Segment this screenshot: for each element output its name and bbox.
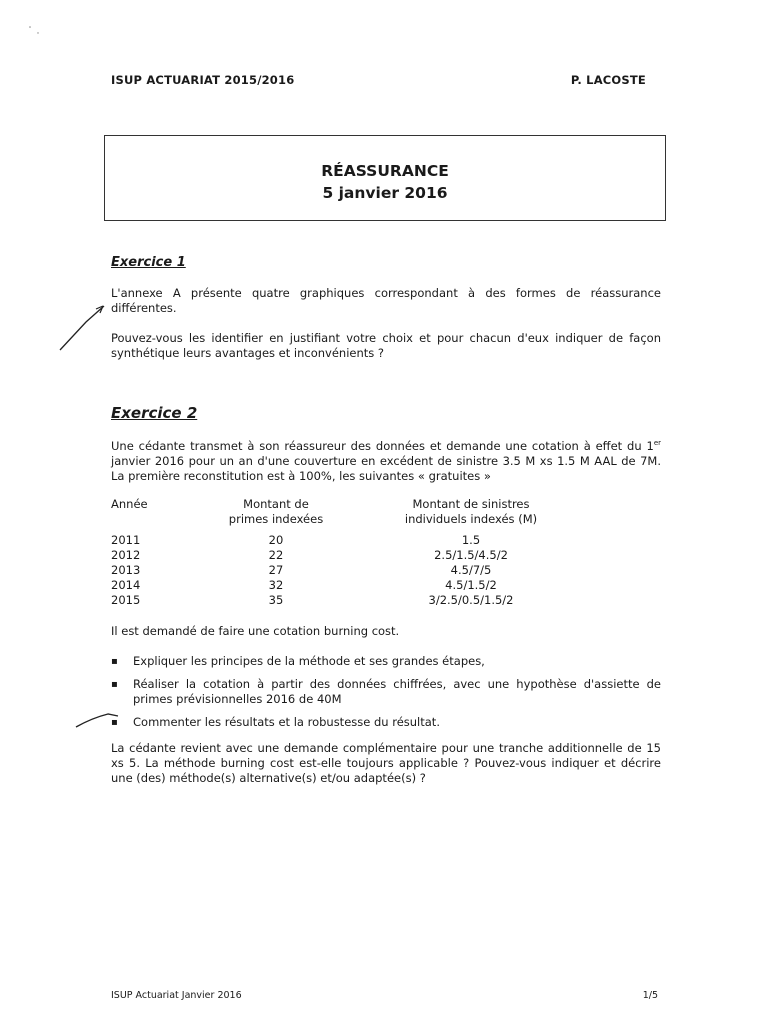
cell-claims: 3/2.5/0.5/1.5/2 <box>428 593 514 607</box>
intro-text-b: janvier 2016 pour un an d'une couverture en excédent de sinistre 3.5 M xs 1.5 M AAL de 7M. La première reconstitution est à 100%, les suivantes « gratuites » <box>111 453 661 483</box>
exercise2-request: Il est demandé de faire une cotation burning cost. <box>111 624 400 638</box>
cell-claims: 4.5/7/5 <box>450 563 492 577</box>
page-number: 1/5 <box>642 990 658 1001</box>
exercise1-paragraph-1: L'annexe A présente quatre graphiques correspondant à des formes de réassurance différentes. <box>111 286 661 315</box>
pen-check-mark <box>60 306 104 350</box>
intro-superscript: er <box>653 439 661 447</box>
cell-year: 2011 <box>111 533 141 547</box>
exercise2-closing: La cédante revient avec une demande complémentaire pour une tranche additionnelle de 15 xs 5. La méthode burning cost est-elle toujours applicable ? Pouvez-vous indiquer et décrire une (des) méthode(s) alternative(s) et/ou adaptée(s) ? <box>111 741 661 785</box>
table-row <box>111 548 651 563</box>
header-course: ISUP ACTUARIAT 2015/2016 <box>111 73 295 87</box>
exercise1-paragraph-2: Pouvez-vous les identifier en justifiant votre choix et pour chacun d'eux indiquer de façon synthétique leurs avantages et inconvénients ? <box>111 331 661 360</box>
cell-premiums: 27 <box>268 563 284 577</box>
cell-premiums: 35 <box>268 593 284 607</box>
footer-course: ISUP Actuariat Janvier 2016 <box>111 990 242 1001</box>
header-premiums-line1: Montant de <box>243 497 309 511</box>
header-premiums <box>201 497 351 527</box>
cell-year: 2012 <box>111 548 141 562</box>
scan-speck <box>37 32 38 33</box>
list-item: ▪ Réaliser la cotation à partir des données chiffrées, avec une hypothèse d'assiette de primes prévisionnelles 2016 de 40M <box>111 677 661 707</box>
cell-claims: 1.5 <box>461 533 481 547</box>
cell-claims: 2.5/1.5/4.5/2 <box>434 548 508 562</box>
pen-arrow-mark <box>96 306 103 313</box>
cell-premiums: 22 <box>268 548 284 562</box>
task-list <box>111 654 661 738</box>
header-author: P. LACOSTE <box>570 73 646 87</box>
document-title: RÉASSURANCE <box>321 162 449 180</box>
cell-year: 2013 <box>111 563 141 577</box>
header-claims <box>381 497 561 527</box>
title-box <box>104 135 666 221</box>
scan-speck <box>29 26 31 28</box>
header-claims-line2: individuels indexés (M) <box>404 512 538 526</box>
exercise2-intro <box>111 436 661 484</box>
cell-year: 2015 <box>111 593 141 607</box>
exercise2-title: Exercice 2 <box>111 404 198 422</box>
table-row <box>111 593 651 608</box>
header-premiums-line2: primes indexées <box>228 512 324 526</box>
table-row <box>111 563 651 578</box>
list-item: ▪ Expliquer les principes de la méthode et ses grandes étapes, <box>111 654 661 669</box>
header-claims-line1: Montant de sinistres <box>412 497 530 511</box>
cell-premiums: 32 <box>268 578 284 592</box>
claims-table <box>111 497 651 608</box>
table-header <box>111 497 651 527</box>
intro-text-a: Une cédante transmet à son réassureur des données et demande une cotation à effet du 1 <box>111 438 654 453</box>
table-row <box>111 578 651 593</box>
table-body <box>111 533 651 608</box>
list-item: ▪ Commenter les résultats et la robustesse du résultat. <box>111 715 661 730</box>
document-date: 5 janvier 2016 <box>322 184 448 202</box>
table-row <box>111 533 651 548</box>
header-year: Année <box>111 497 148 511</box>
cell-premiums: 20 <box>268 533 284 547</box>
cell-claims: 4.5/1.5/2 <box>445 578 497 592</box>
exercise1-title: Exercice 1 <box>111 255 186 270</box>
cell-year: 2014 <box>111 578 141 592</box>
